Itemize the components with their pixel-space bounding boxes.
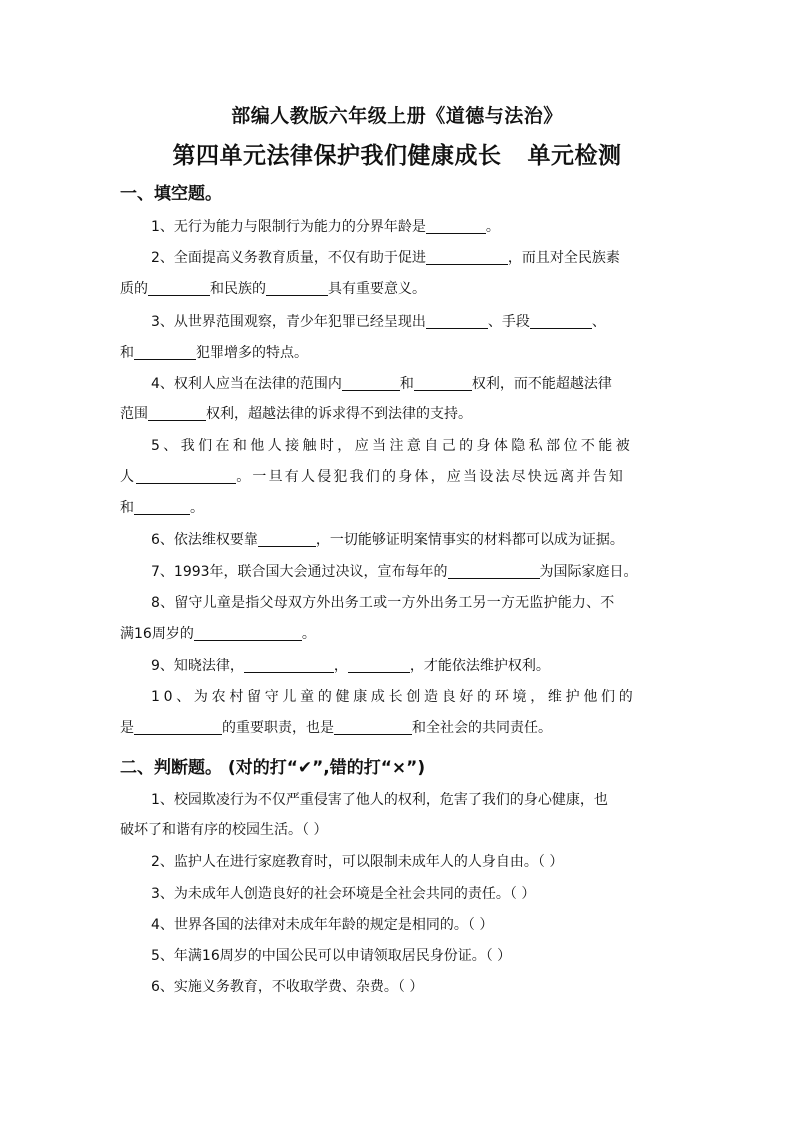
document-title: 部编人教版六年级上册《道德与法治》 <box>231 105 563 127</box>
question-2: 2、全面提高义务教育质量，不仅有助于促进 ，而且对全民族素 <box>151 250 620 266</box>
question-4-cont: 范围 权利，超越法律的诉求得不到法律的支持。 <box>120 406 472 422</box>
tf-question-6: 6、实施义务教育，不收取学费、杂费。（ ） <box>151 979 424 995</box>
question-5: 5、我们在和他人接触时，应当注意自己的身体隐私部位不能被 <box>151 438 634 454</box>
answer-blank[interactable] <box>414 375 472 391</box>
answer-blank[interactable] <box>426 313 488 329</box>
test-label: 单元检测 <box>527 143 622 169</box>
answer-blank[interactable] <box>134 344 196 360</box>
tf-question-2: 2、监护人在进行家庭教育时，可以限制未成年人的人身自由。（ ） <box>151 854 564 870</box>
question-5-cont: 人 。一旦有人侵犯我们的身体，应当设法尽快远离并告知 <box>120 469 626 485</box>
answer-blank[interactable] <box>342 375 400 391</box>
answer-blank[interactable] <box>426 249 508 265</box>
question-2-cont: 质的 和民族的 具有重要意义。 <box>120 281 426 297</box>
answer-blank[interactable] <box>530 313 592 329</box>
answer-blank[interactable] <box>348 657 410 673</box>
answer-blank[interactable] <box>194 625 302 641</box>
answer-blank[interactable] <box>426 218 486 234</box>
tf-question-4: 4、世界各国的法律对未成年年龄的规定是相同的。（ ） <box>151 917 494 933</box>
answer-blank[interactable] <box>448 563 540 579</box>
question-4: 4、权利人应当在法律的范围内 和 权利，而不能超越法律 <box>151 376 612 392</box>
question-8: 8、留守儿童是指父母双方外出务工或一方外出务工另一方无监护能力、不 <box>151 595 615 611</box>
section-fill-in-heading: 一、填空题。 <box>120 184 222 204</box>
question-1: 1、无行为能力与限制行为能力的分界年龄是 。 <box>151 219 500 235</box>
question-7: 7、1993年，联合国大会通过决议，宣布每年的 为国际家庭日。 <box>151 564 638 580</box>
answer-blank[interactable] <box>134 719 222 735</box>
tf-question-1-cont: 破坏了和谐有序的校园生活。（ ） <box>120 822 328 838</box>
answer-blank[interactable] <box>244 657 334 673</box>
question-5-cont2: 和 。 <box>120 500 204 516</box>
answer-blank[interactable] <box>258 531 316 547</box>
answer-blank[interactable] <box>134 499 190 515</box>
answer-blank[interactable] <box>334 719 412 735</box>
question-9: 9、知晓法律， ， ，才能依法维护权利。 <box>151 658 550 674</box>
tf-question-5: 5、年满16周岁的中国公民可以申请领取居民身份证。（ ） <box>151 948 512 964</box>
question-10-cont: 是 的重要职责，也是 和全社会的共同责任。 <box>120 720 552 736</box>
tf-question-3: 3、为未成年人创造良好的社会环境是全社会共同的责任。（ ） <box>151 886 536 902</box>
answer-blank[interactable] <box>266 280 328 296</box>
answer-blank[interactable] <box>148 280 210 296</box>
answer-blank[interactable] <box>136 468 236 484</box>
question-6: 6、依法维权要靠 ，一切能够证明案情事实的材料都可以成为证据。 <box>151 532 624 548</box>
document-subtitle <box>0 137 794 170</box>
tf-question-1: 1、校园欺凌行为不仅严重侵害了他人的权利，危害了我们的身心健康，也 <box>151 792 608 808</box>
question-3-cont: 和 犯罪增多的特点。 <box>120 345 308 361</box>
answer-blank[interactable] <box>148 405 206 421</box>
question-8-cont: 满16周岁的 。 <box>120 626 316 642</box>
question-3: 3、从世界范围观察，青少年犯罪已经呈现出 、手段 、 <box>151 314 606 330</box>
unit-title: 第四单元法律保护我们健康成长 <box>172 143 502 169</box>
section-true-false-heading: 二、判断题。 (对的打“✔”,错的打“×”) <box>120 758 426 778</box>
question-10: 10、为农村留守儿童的健康成长创造良好的环境，维护他们的 <box>151 689 637 705</box>
